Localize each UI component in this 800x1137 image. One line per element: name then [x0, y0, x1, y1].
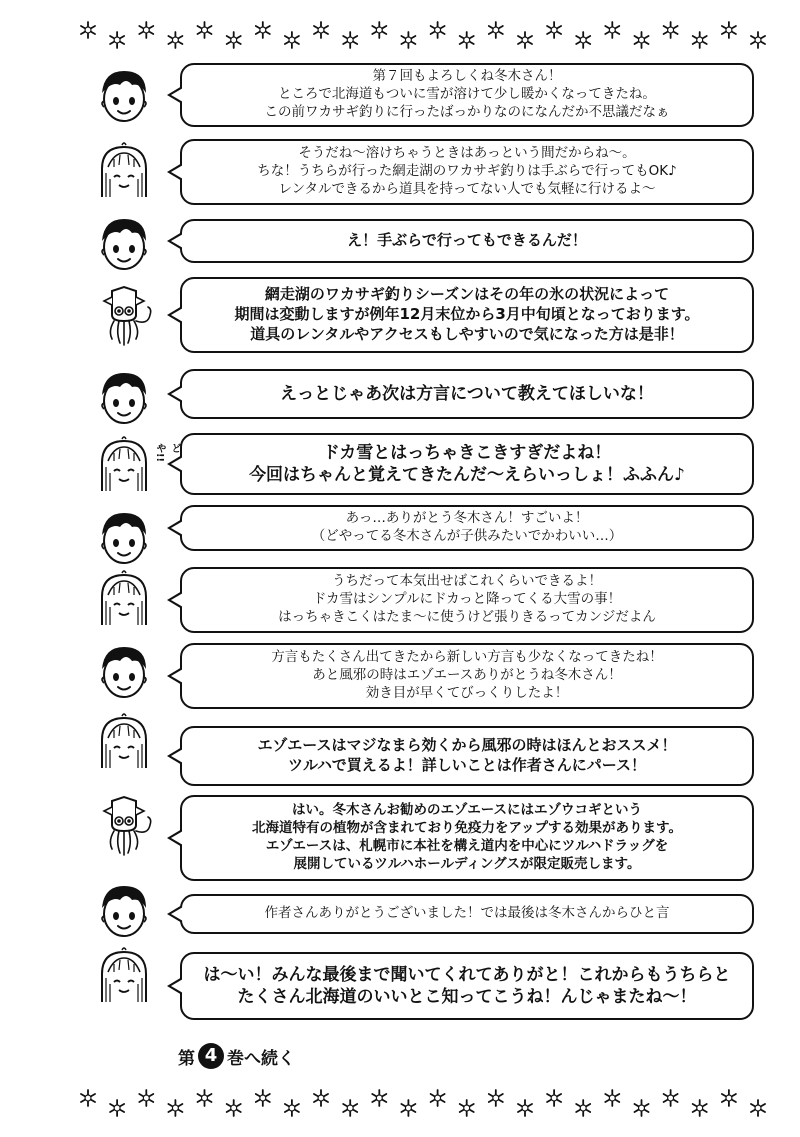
snowflake-icon [722, 1090, 736, 1106]
bubble-line: この前ワカサギ釣りに行ったばっかりなのになんだか不思議だなぁ [264, 103, 670, 120]
snowflake-border-bottom [78, 1086, 768, 1120]
speech-bubble [180, 139, 754, 205]
snowflake-icon [518, 1100, 532, 1116]
speech-bubble [180, 369, 754, 419]
sfx-text: どや!! [154, 443, 180, 463]
snowflake-icon [489, 22, 503, 38]
speech-bubble [180, 63, 754, 127]
bubble-line: あっ…ありがとう冬木さん！すごいよ！ [345, 510, 589, 527]
continued-footer [178, 1043, 295, 1069]
snowflake-icon [168, 1100, 182, 1116]
snowflake-icon [489, 1090, 503, 1106]
speech-bubble [180, 277, 754, 353]
snowflake-icon [314, 22, 328, 38]
fuyuki-avatar-icon [92, 139, 156, 203]
snowflake-icon [460, 1100, 474, 1116]
speech-bubble [180, 567, 754, 633]
bubble-line: 展開しているツルハホールディングスが限定販売します。 [293, 855, 641, 872]
speech-bubble [180, 726, 754, 786]
snowflake-icon [431, 1090, 445, 1106]
snowflake-icon [198, 22, 212, 38]
bubble-line: たくさん北海道のいいとこ知ってこうね！んじゃまたね〜！ [237, 987, 697, 1007]
snowflake-icon [605, 22, 619, 38]
bubble-line: （どやってる冬木さんが子供みたいでかわいい…） [311, 528, 623, 544]
snowflake-icon [664, 1090, 678, 1106]
bubble-line: そうだね〜溶けちゃうときはあっという間だからね〜。 [298, 145, 636, 162]
squid-avatar-icon [92, 285, 156, 349]
bubble-line: 第７回もよろしくね冬木さん！ [372, 68, 562, 85]
snowflake-icon [576, 1100, 590, 1116]
boy-avatar-icon [92, 878, 156, 942]
snowflake-icon [81, 22, 95, 38]
bubble-line: 作者さんありがとうございました！では最後は冬木さんからひと言 [264, 905, 670, 922]
snowflake-icon [372, 1090, 386, 1106]
snowflake-icon [635, 32, 649, 48]
speech-bubble [180, 952, 754, 1020]
bubble-line: 方言もたくさん出てきたから新しい方言も少なくなってきたね！ [271, 649, 663, 666]
boy-avatar-icon [92, 211, 156, 275]
snowflake-icon [576, 32, 590, 48]
speech-bubble [180, 894, 754, 934]
bubble-line: 北海道特有の植物が含まれており免疫力をアップする効果があります。 [252, 820, 682, 837]
bubble-line: うちだって本気出せばこれくらいできるよ！ [332, 573, 602, 590]
snowflake-icon [343, 32, 357, 48]
snowflake-icon [372, 22, 386, 38]
snowflake-icon [110, 1100, 124, 1116]
boy-avatar-icon [92, 365, 156, 429]
bubble-line: 今回はちゃんと覚えてきたんだ〜えらいっしょ！ふふん♪ [249, 465, 685, 485]
bubble-line: ドカ雪とはっちゃきこきすぎだよね！ [322, 442, 612, 463]
snowflake-icon [547, 22, 561, 38]
snowflake-icon [635, 1100, 649, 1116]
speech-bubble [180, 643, 754, 709]
snowflake-icon [431, 22, 445, 38]
bubble-line: 道具のレンタルやアクセスもしやすいので気になった方は是非！ [250, 324, 684, 343]
fuyuki-avatar-icon [92, 944, 156, 1008]
bubble-line: ちな！うちらが行った網走湖のワカサギ釣りは手ぶらで行ってもOK♪ [257, 163, 677, 180]
snowflake-icon [285, 32, 299, 48]
boy-avatar-icon [92, 63, 156, 127]
bubble-line: 効き目が早くてびっくりしたよ！ [365, 684, 569, 701]
snowflake-icon [343, 1100, 357, 1116]
snowflake-icon [605, 1090, 619, 1106]
snowflake-border-top [78, 18, 768, 52]
snowflake-icon [198, 1090, 212, 1106]
speech-bubble [180, 505, 754, 551]
snowflake-icon [314, 1090, 328, 1106]
snowflake-icon [81, 1090, 95, 1106]
bubble-line: はっちゃきこくはたま〜に使うけど張りきるってカンジだよん [278, 608, 656, 625]
snowflake-icon [693, 1100, 707, 1116]
bubble-line: はい。冬木さんお勧めのエゾエースにはエゾウコギという [291, 802, 643, 819]
bubble-line: は〜い！みんな最後まで聞いてくれてありがと！これからもうちらと [203, 964, 731, 985]
snowflake-icons [78, 18, 768, 52]
snowflake-icons [78, 1086, 768, 1120]
speech-bubble [180, 433, 754, 495]
bubble-line: え！手ぶらで行ってもできるんだ！ [347, 231, 587, 250]
fuyuki-avatar-icon [92, 710, 156, 774]
bubble-line: ドカ雪はシンプルにドカっと降ってくる大雪の事！ [312, 591, 622, 608]
fuyuki-avatar-icon [92, 433, 156, 497]
footer-suffix: 巻へ続く [227, 1048, 295, 1069]
snowflake-icon [256, 1090, 270, 1106]
boy-avatar-icon [92, 639, 156, 703]
snowflake-icon [751, 32, 765, 48]
bubble-line: ツルハで買えるよ！詳しいことは作者さんにパース！ [288, 756, 646, 774]
footer-prefix: 第 [178, 1048, 195, 1069]
snowflake-icon [547, 1090, 561, 1106]
snowflake-icon [693, 32, 707, 48]
bubble-line: エゾエースはマジなまら効くから風邪の時はほんとおススメ！ [257, 736, 677, 755]
bubble-line: 網走湖のワカサギ釣りシーズンはその年の氷の状況によって [264, 285, 670, 304]
snowflake-icon [139, 22, 153, 38]
snowflake-icon [664, 22, 678, 38]
snowflake-icon [139, 1090, 153, 1106]
snowflake-icon [460, 32, 474, 48]
snowflake-icon [110, 32, 124, 48]
snowflake-icon [722, 22, 736, 38]
bubble-line: 期間は変動しますが例年12月末位から3月中旬頃となっております。 [234, 305, 700, 324]
snowflake-icon [401, 32, 415, 48]
snowflake-icon [256, 22, 270, 38]
fuyuki-avatar-icon [92, 567, 156, 631]
snowflake-icon [401, 1100, 415, 1116]
snowflake-icon [227, 1100, 241, 1116]
bubble-line: エゾエースは、札幌市に本社を構え道内を中心にツルハドラッグを [265, 838, 669, 854]
snowflake-icon [227, 32, 241, 48]
bubble-line: レンタルできるから道具を持ってない人でも気軽に行けるよ〜 [278, 180, 656, 197]
speech-bubble [180, 795, 754, 881]
volume-number-badge: 4 [198, 1043, 224, 1069]
snowflake-icon [518, 32, 532, 48]
bubble-line: ところで北海道もついに雪が溶けて少し暖かくなってきたね。 [278, 86, 656, 103]
boy-avatar-icon [92, 505, 156, 569]
speech-bubble [180, 219, 754, 263]
snowflake-icon [285, 1100, 299, 1116]
bubble-line: えっとじゃあ次は方言について教えてほしいな！ [280, 383, 654, 404]
squid-avatar-icon [92, 795, 156, 859]
bubble-line: あと風邪の時はエゾエースありがとうね冬木さん！ [312, 667, 622, 684]
snowflake-icon [751, 1100, 765, 1116]
snowflake-icon [168, 32, 182, 48]
